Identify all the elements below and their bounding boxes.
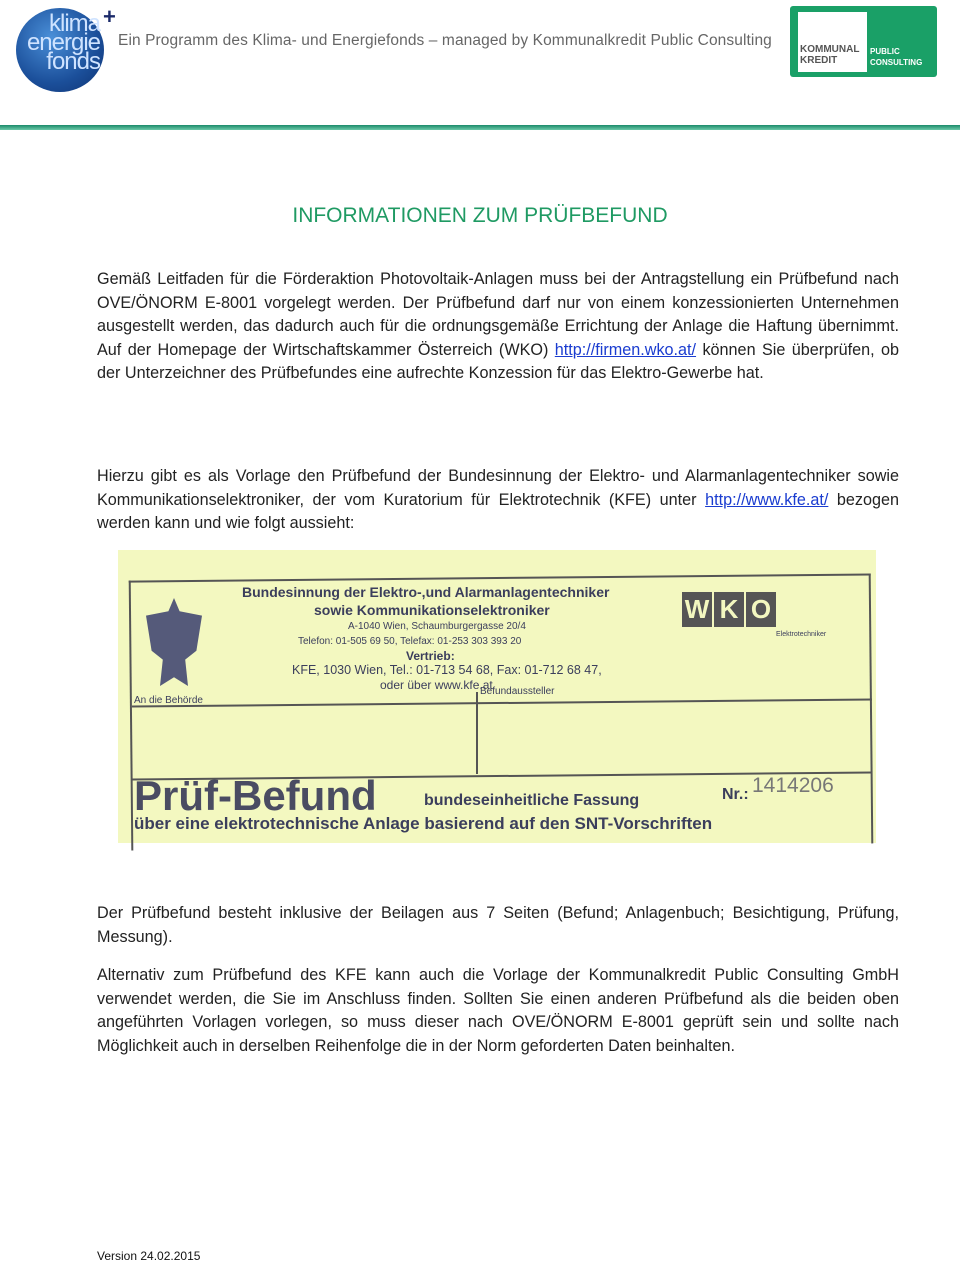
form-address: A-1040 Wien, Schaumburgergasse 20/4	[348, 621, 526, 632]
text: können Sie überprüfen, ob der Unterzeichner des Prüfbefundes eine aufrechte Konzession für das Elektro-Gewerbe hat.	[97, 340, 900, 383]
kommunalkredit-logo	[790, 6, 937, 77]
form-org1: Bundesinnung der Elektro-,und Alarmanlagentechniker	[242, 584, 610, 600]
form-line	[476, 692, 478, 774]
logo-line: energie	[26, 29, 100, 56]
wko-letter: K	[714, 592, 744, 627]
paragraph-template	[97, 465, 899, 536]
form-behoerde-label: An die Behörde	[134, 695, 203, 706]
form-org2: sowie Kommunikationselektroniker	[314, 602, 550, 618]
logo-right-text: PUBLIC CONSULTING	[870, 47, 923, 67]
form-kfe: KFE, 1030 Wien, Tel.: 01-713 54 68, Fax: 01-712 68 47,	[292, 663, 602, 677]
text: bezogen werden kann und wie folgt aussieht:	[97, 490, 900, 533]
pruefbefund-form-image	[118, 550, 876, 843]
logo-line: fonds	[46, 48, 100, 75]
form-aussteller-label: Befundaussteller	[480, 686, 555, 697]
wko-link[interactable]: http://firmen.wko.at/	[554, 340, 697, 359]
wko-subtitle: Elektrotechniker	[776, 631, 827, 638]
logo-line: klima	[48, 10, 100, 37]
logo-left-text: KOMMUNAL KREDIT	[798, 12, 867, 72]
paragraph-pages: Der Prüfbefund besteht inklusive der Beilagen aus 7 Seiten (Befund; Anlagenbuch; Besichtigung, Prüfung, Messung).	[97, 904, 899, 946]
form-fassung: bundeseinheitliche Fassung	[424, 792, 640, 809]
form-phone: Telefon: 01-505 69 50, Telefax: 01-253 303 393 20	[298, 636, 522, 647]
klima-energie-fonds-logo	[16, 8, 104, 92]
form-nr: 1414206	[752, 774, 834, 797]
paragraph-alternative: Alternativ zum Prüfbefund des KFE kann auch die Vorlage der Kommunalkredit Public Consulting GmbH verwendet werden, die Sie im Anschluss finden. Sollten Sie einen anderen Prüfbefund als die beiden oben angeführten Vorlagen vorlegen, so muss dieser nach OVE/ÖNORM E-8001 geprüft sein und sollte nach Möglichkeit auch in derselben Reihenfolge die in der Norm geforderten Daten beinhalten.	[97, 966, 899, 1055]
paragraph-intro	[97, 268, 899, 386]
form-heading: Prüf-Befund	[134, 772, 377, 819]
text: Gemäß Leitfaden für die Förderaktion Photovoltaik-Anlagen muss bei der Antragstellung ein Prüfbefund nach OVE/ÖNORM E-8001 vorgelegt werden. Der Prüfbefund darf nur von einem konzessionierten Unternehmen ausgestellt werden, das dadurch auch für die ordnungsgemäße Errichtung der Anlage die Haftung übernimmt. Auf der Homepage der Wirtschaftskammer Österreich (WKO)	[97, 270, 899, 359]
wko-logo	[682, 592, 776, 627]
kfe-link[interactable]: http://www.kfe.at/	[705, 490, 829, 509]
form-vertrieb: Vertrieb:	[406, 649, 455, 663]
wko-letter: O	[746, 592, 776, 627]
text: Hierzu gibt es als Vorlage den Prüfbefund der Bundesinnung der Elektro- und Alarmanlagentechniker sowie Kommunikationselektroniker, der vom Kuratorium für Elektrotechnik (KFE) unter	[97, 467, 899, 509]
logo-plus: +	[103, 4, 116, 29]
header-tagline: Ein Programm des Klima- und Energiefonds – managed by Kommunalkredit Public Consulting	[118, 32, 772, 49]
version-footer: Version 24.02.2015	[97, 1249, 201, 1263]
header-divider	[0, 125, 960, 130]
form-subtitle: über eine elektrotechnische Anlage basierend auf den SNT-Vorschriften	[134, 814, 713, 833]
page-title: INFORMATIONEN ZUM PRÜFBEFUND	[292, 204, 668, 227]
form-nr-label: Nr.:	[722, 786, 749, 803]
form-kfe-web: oder über www.kfe.at	[380, 678, 493, 692]
wko-letter: W	[682, 592, 712, 627]
